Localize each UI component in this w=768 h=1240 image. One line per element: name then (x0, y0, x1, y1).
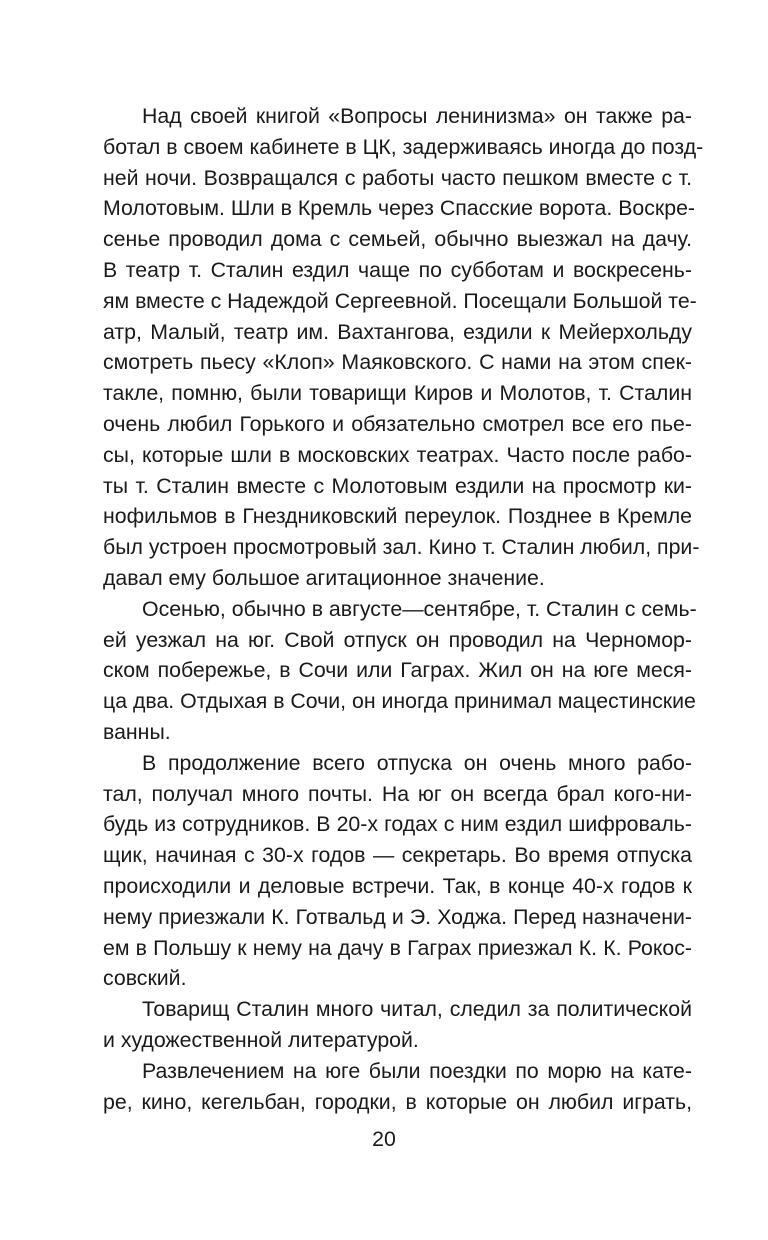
text-line: ванны. (103, 719, 171, 744)
text-line: Развлечением на юге были поездки по морю на кате- (142, 1058, 692, 1083)
text-line: ей уезжал на юг. Свой отпуск он проводил на Черномор- (103, 627, 692, 652)
paragraph-reading (103, 994, 692, 1056)
text-line: Молотовым. Шли в Кремль через Спасские ворота. Воскре- (103, 196, 696, 221)
text-line: В театр т. Сталин ездил чаще по субботам и воскресень- (103, 257, 692, 282)
text-line: щик, начиная с 30-х годов — секретарь. Во время отпуска (103, 843, 692, 868)
text-line: очень любил Горького и обязательно смотрел все его пье- (103, 411, 692, 436)
text-line: нему приезжали К. Готвальд и Э. Ходжа. Перед назначени- (103, 904, 692, 929)
text-line: происходили и деловые встречи. Так, в конце 40-х годов к (103, 873, 692, 898)
text-line: сенье проводил дома с семьей, обычно выезжал на дачу. (103, 227, 692, 252)
text-line: Осенью, обычно в августе—сентябре, т. Сталин с семь- (142, 596, 697, 621)
text-line: такле, помню, были товарищи Киров и Молотов, т. Сталин (103, 381, 692, 406)
text-line: ней ночи. Возвращался с работы часто пешком вместе с т. (103, 165, 692, 190)
text-line: ем в Польшу к нему на дачу в Гаграх приезжал К. К. Рокос- (103, 935, 692, 960)
text-line: ботал в своем кабинете в ЦК, задерживаясь иногда до позд- (103, 134, 704, 159)
text-line: давал ему большое агитационное значение. (103, 565, 545, 590)
text-line: Товарищ Сталин много читал, следил за политической (142, 997, 692, 1022)
text-line: ском побережье, в Сочи или Гаграх. Жил он на юге меся- (103, 658, 692, 683)
text-line: совский. (103, 966, 187, 991)
paragraph-theatre-cinema (103, 101, 704, 594)
book-page-text (103, 101, 704, 1117)
text-line: ты т. Сталин вместе с Молотовым ездили на просмотр ки- (103, 473, 692, 498)
text-line: ца два. Отдыхая в Сочи, он иногда принимал мацестинские (103, 689, 696, 714)
paragraph-work-during-vacation (103, 748, 692, 994)
text-line: тал, получал много почты. На юг он всегда брал кого-ни- (103, 781, 692, 806)
text-line: Над своей книгой «Вопросы ленинизма» он также ра- (142, 104, 692, 128)
text-line: нофильмов в Гнездниковский переулок. Позднее в Кремле (103, 504, 692, 529)
text-line: будь из сотрудников. В 20-х годах с ним ездил шифроваль- (103, 812, 692, 837)
page-number: 20 (372, 1127, 396, 1151)
paragraph-vacation-south (103, 594, 697, 748)
text-line: был устроен просмотровый зал. Кино т. Сталин любил, при- (103, 535, 700, 560)
text-line: сы, которые шли в московских театрах. Часто после рабо- (103, 442, 692, 467)
paragraph-entertainment (103, 1056, 692, 1118)
text-line: и художественной литературой. (103, 1027, 419, 1052)
text-line: ям вместе с Надеждой Сергеевной. Посещали Большой те- (103, 288, 697, 313)
text-line: ре, кино, кегельбан, городки, в которые он любил играть, (103, 1089, 692, 1114)
text-line: атр, Малый, театр им. Вахтангова, ездили к Мейерхольду (103, 319, 692, 344)
text-line: смотреть пьесу «Клоп» Маяковского. С нами на этом спек- (103, 350, 692, 375)
text-line: В продолжение всего отпуска он очень много рабо- (142, 750, 692, 775)
